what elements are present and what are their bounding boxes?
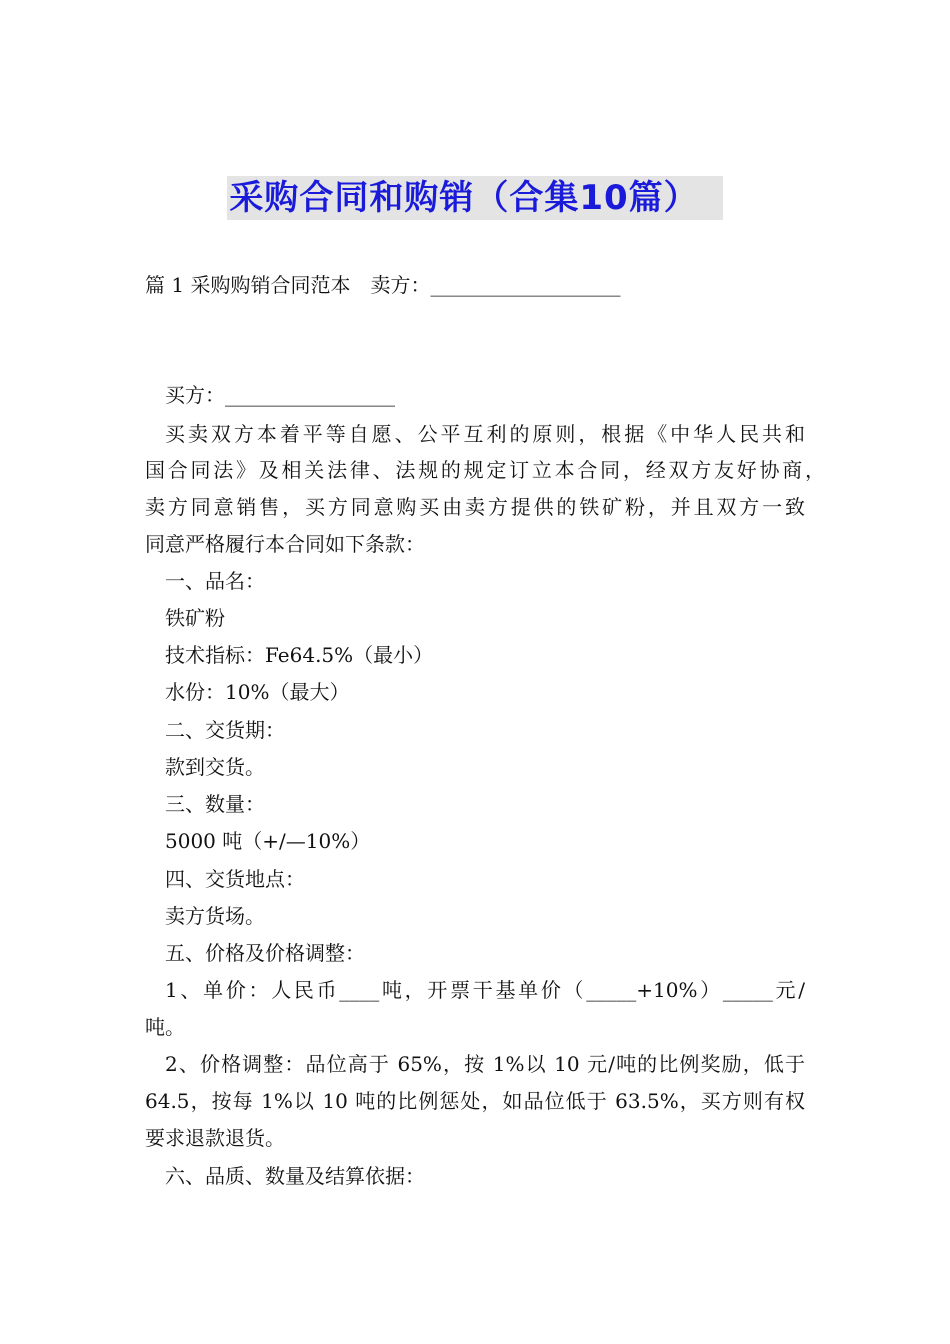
clause-heading: 四、交货地点： (165, 867, 305, 891)
clause-text: 吨。 (145, 1015, 185, 1039)
paragraph-line: 买卖双方本着平等自愿、公平互利的原则，根据《中华人民共和 (165, 422, 805, 446)
clause-text: 铁矿粉 (165, 606, 225, 630)
clause-text: 1、单价：人民币____吨，开票干基单价（_____+10%）_____元/ (165, 978, 805, 1002)
paragraph-line: 同意严格履行本合同如下条款： (145, 532, 425, 556)
clause-heading: 三、数量： (165, 792, 265, 816)
clause-heading: 五、价格及价格调整： (165, 941, 365, 965)
clause-text: 款到交货。 (165, 755, 265, 779)
section-heading-line: 篇 1 采购购销合同范本 卖方：___________________ (145, 273, 621, 297)
clause-heading: 二、交货期： (165, 718, 285, 742)
clause-text: 卖方货场。 (165, 904, 265, 928)
clause-text: 2、价格调整：品位高于 65%，按 1%以 10 元/吨的比例奖励，低于 (165, 1052, 805, 1076)
clause-text: 技术指标：Fe64.5%（最小） (165, 643, 434, 667)
clause-heading: 六、品质、数量及结算依据： (165, 1164, 425, 1188)
clause-text: 水份：10%（最大） (165, 680, 350, 704)
clause-heading: 一、品名： (165, 569, 265, 593)
document-title: 采购合同和购销（合集10篇） (227, 176, 722, 220)
buyer-line: 买方：_________________ (165, 383, 395, 407)
paragraph-line: 卖方同意销售，买方同意购买由卖方提供的铁矿粉，并且双方一致 (145, 495, 805, 519)
paragraph-line: 国合同法》及相关法律、法规的规定订立本合同，经双方友好协商， (145, 458, 825, 482)
clause-text: 64.5，按每 1%以 10 吨的比例惩处，如品位低于 63.5%，买方则有权 (145, 1089, 805, 1113)
title-container (0, 176, 950, 220)
clause-text: 要求退款退货。 (145, 1126, 285, 1150)
clause-text: 5000 吨（+/—10%） (165, 829, 371, 853)
